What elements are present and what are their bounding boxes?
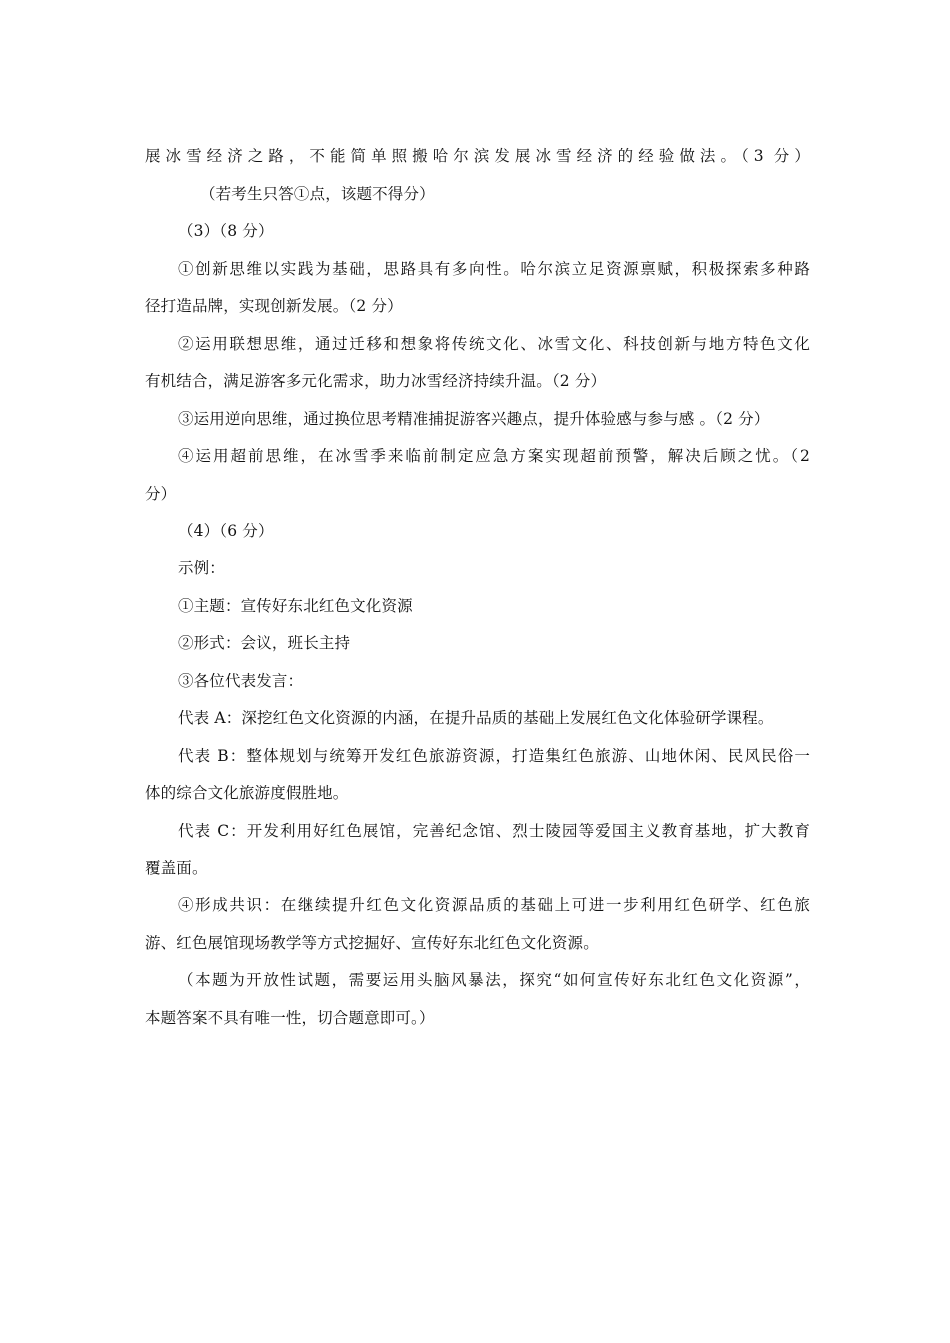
text-line: ①创新思维以实践为基础，思路具有多向性。哈尔滨立足资源禀赋，积极探索多种路 <box>178 260 810 278</box>
text-line: ④形成共识：在继续提升红色文化资源品质的基础上可进一步利用红色研学、红色旅 <box>178 896 810 914</box>
text-line: 代表 B：整体规划与统筹开发红色旅游资源，打造集红色旅游、山地休闲、民风民俗一 <box>178 747 810 765</box>
text-line: （3）（8 分） <box>178 222 274 240</box>
text-line: 代表 A：深挖红色文化资源的内涵，在提升品质的基础上发展红色文化体验研学课程。 <box>178 709 774 727</box>
text-line: 体的综合文化旅游度假胜地。 <box>145 784 349 802</box>
text-line: ④运用超前思维，在冰雪季来临前制定应急方案实现超前预警，解决后顾之忧。（2 <box>178 447 810 465</box>
text-line: 覆盖面。 <box>145 859 208 877</box>
text-line: 径打造品牌，实现创新发展。（2 分） <box>145 297 403 315</box>
text-line: （4）（6 分） <box>178 522 274 540</box>
text-line: 展冰雪经济之路，不能简单照搬哈尔滨发展冰雪经济的经验做法。（3 分） <box>145 147 810 165</box>
text-line: ②运用联想思维，通过迁移和想象将传统文化、冰雪文化、科技创新与地方特色文化 <box>178 335 810 353</box>
text-line: ③各位代表发言： <box>178 672 304 690</box>
text-line: 游、红色展馆现场教学等方式挖掘好、宣传好东北红色文化资源。 <box>145 934 599 952</box>
text-line: 本题答案不具有唯一性，切合题意即可。） <box>145 1009 435 1027</box>
text-line: ③运用逆向思维，通过换位思考精准捕捉游客兴趣点，提升体验感与参与感 。（2 分） <box>178 410 770 428</box>
text-line: 代表 C：开发利用好红色展馆，完善纪念馆、烈士陵园等爱国主义教育基地，扩大教育 <box>178 822 810 840</box>
text-line: （若考生只答①点，该题不得分） <box>200 185 435 203</box>
text-line: 有机结合，满足游客多元化需求，助力冰雪经济持续升温。（2 分） <box>145 372 607 390</box>
text-line: （本题为开放性试题，需要运用头脑风暴法，探究“如何宣传好东北红色文化资源”， <box>178 971 810 989</box>
text-line: 示例： <box>178 559 225 577</box>
text-line: 分） <box>145 485 177 503</box>
text-line: ②形式：会议，班长主持 <box>178 634 351 652</box>
text-line: ①主题：宣传好东北红色文化资源 <box>178 597 413 615</box>
